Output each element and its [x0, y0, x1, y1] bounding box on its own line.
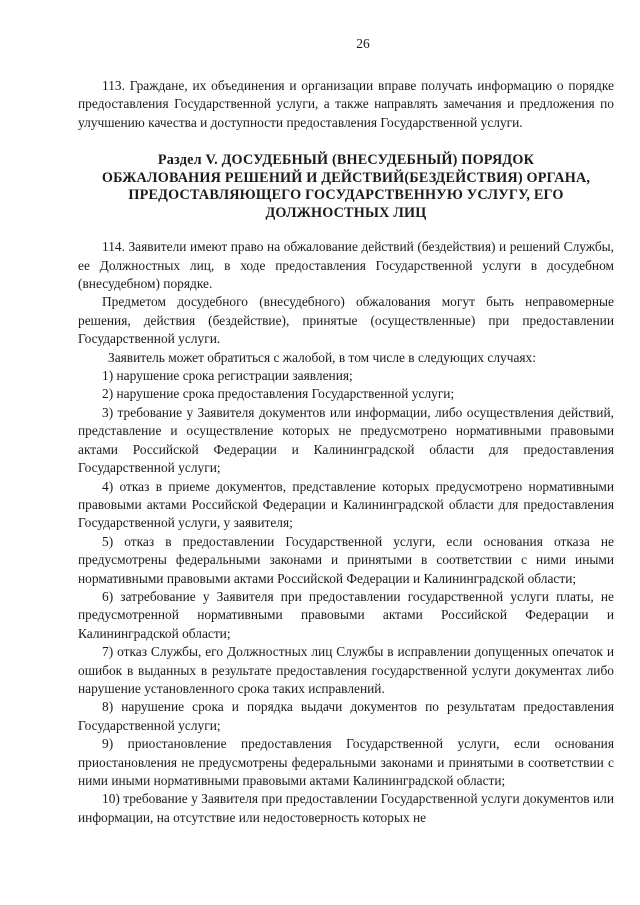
list-item: 2) нарушение срока предоставления Государственной услуги;	[102, 386, 455, 402]
list-item: 5) отказ в предоставлении Государственной услуги, если основания отказа не предусмотрены федеральными законами и принятыми в соответствии с ними иными нормативными правовыми актами Российской Федерации и Калининградской области;	[78, 533, 614, 586]
paragraph-subject: Предметом досудебного (внесудебного) обжалования могут быть неправомерные решения, действия (бездействие), принятые (осуществленные) при предоставлении Государственной услуги.	[78, 294, 614, 347]
section-title	[78, 152, 614, 222]
section-title-line-4: ДОЛЖНОСТНЫХ ЛИЦ	[265, 204, 427, 221]
cases-list	[78, 367, 614, 827]
list-item: 4) отказ в приеме документов, представление которых предусмотрено нормативными правовыми актами Российской Федерации и Калининградской области для предоставления Государственной услуги, у заявителя;	[78, 478, 614, 531]
list-item: 10) требование у Заявителя при предоставлении Государственной услуги документов или информации, на отсутствие или недостоверность которых не	[78, 791, 614, 825]
list-item: 1) нарушение срока регистрации заявления;	[102, 368, 353, 384]
section-title-line-2: ОБЖАЛОВАНИЯ РЕШЕНИЙ И ДЕЙСТВИЙ(БЕЗДЕЙСТВИЯ) ОРГАНА,	[101, 169, 591, 186]
section-title-line-3: ПРЕДОСТАВЛЯЮЩЕГО ГОСУДАРСТВЕННУЮ УСЛУГУ, ЕГО	[128, 187, 564, 204]
list-item: 3) требование у Заявителя документов или информации, либо осуществления действий, представление и осуществление которых не предусмотрено нормативными правовыми актами Российской Федерации и Калининградской области для предоставления Государственной услуги;	[78, 404, 614, 476]
list-item: 6) затребование у Заявителя при предоставлении государственной услуги платы, не предусмотренной нормативными правовыми актами Российской Федерации и Калининградской области;	[78, 588, 614, 641]
section-title-line-1: Раздел V. ДОСУДЕБНЫЙ (ВНЕСУДЕБНЫЙ) ПОРЯДОК	[157, 152, 535, 169]
list-item: 9) приостановление предоставления Государственной услуги, если основания приостановления не предусмотрены федеральными законами и принятыми в соответствии с ними иными нормативными правовыми актами Калининградской области;	[78, 736, 614, 788]
page-number: 26	[356, 36, 370, 51]
paragraph-114: 114. Заявители имеют право на обжалование действий (бездействия) и решений Службы, ее Должностных лиц, в ходе предоставления Государственной услуги в досудебном (внесудебном) порядке.	[78, 239, 614, 292]
paragraph-113: 113. Граждане, их объединения и организации вправе получать информацию о порядке предоставления Государственной услуги, а также направлять замечания и предложения по улучшению качества и доступности предоставления Государственной услуги.	[78, 78, 614, 130]
paragraph-cases-intro: Заявитель может обратиться с жалобой, в том числе в следующих случаях:	[108, 349, 536, 365]
list-item: 7) отказ Службы, его Должностных лиц Службы в исправлении допущенных опечаток и ошибок в выданных в результате предоставления государственной услуги документах либо нарушение установленного срока таких исправлений.	[78, 644, 614, 696]
list-item: 8) нарушение срока и порядка выдачи документов по результатам предоставления Государственной услуги;	[78, 699, 614, 733]
